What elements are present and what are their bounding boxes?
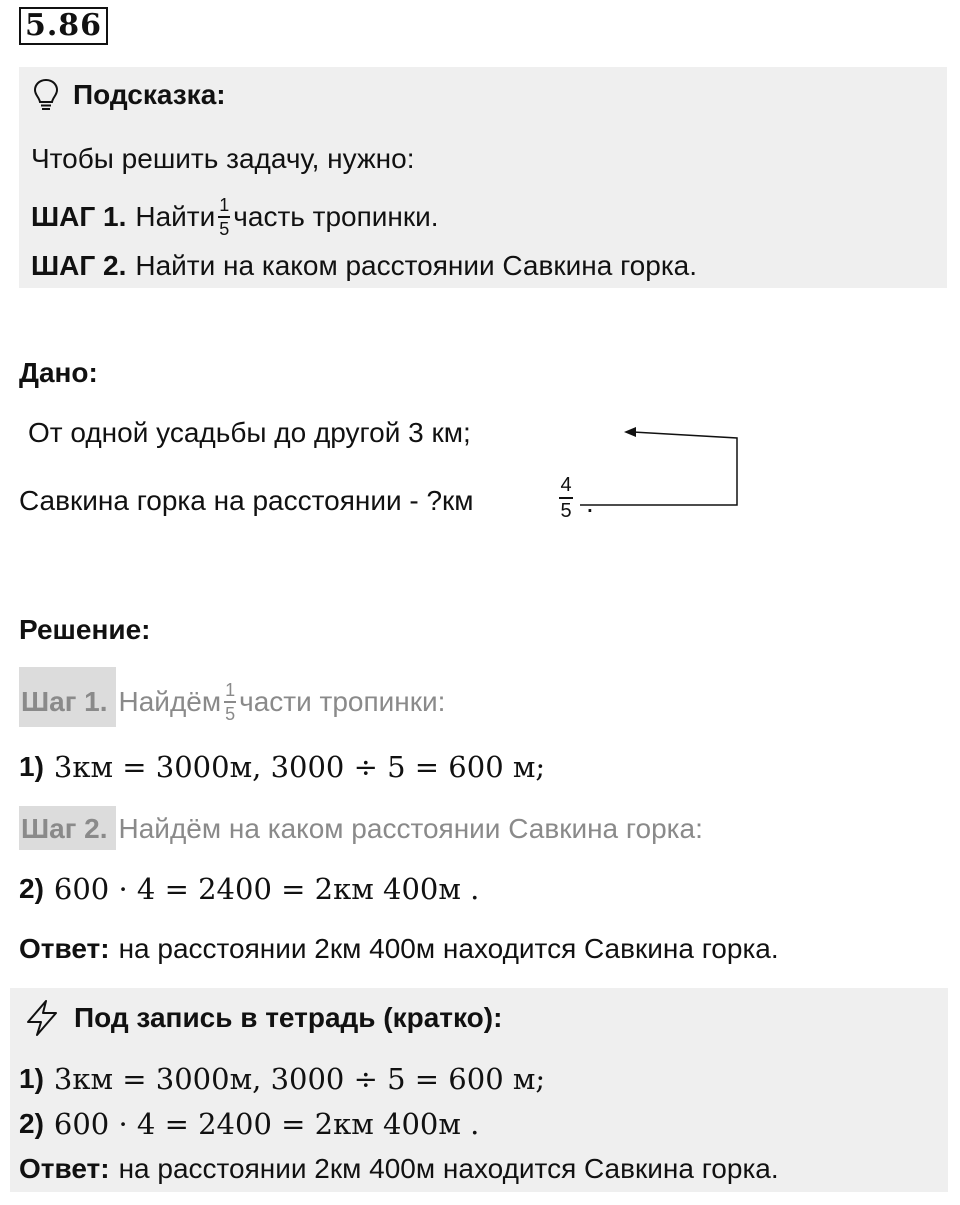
notebook-calc-2 xyxy=(19,1107,479,1141)
hint-panel xyxy=(19,67,947,288)
notebook-title: Под запись в тетрадь (кратко): xyxy=(74,1002,503,1033)
solution-calc-1 xyxy=(19,750,545,784)
notebook-answer xyxy=(19,1152,779,1186)
hint-step2-text: Найти на каком расстоянии Савкина горка. xyxy=(135,250,698,281)
hint-title: Подсказка: xyxy=(73,79,226,110)
solution-step1-pre: Найдём xyxy=(118,685,222,717)
fraction-denominator: 5 xyxy=(560,499,572,522)
hint-step1 xyxy=(31,195,439,239)
calc-label: 1) xyxy=(19,1063,44,1094)
solution-step1-label: Шаг 1. xyxy=(21,685,108,717)
fraction-denominator: 5 xyxy=(219,218,230,239)
calc-math: 3км = 3000м, 3000 ÷ 5 = 600 м; xyxy=(53,1062,546,1096)
fraction-bar xyxy=(218,216,230,218)
fraction-numerator: 1 xyxy=(219,195,230,215)
fraction-numerator: 4 xyxy=(560,474,572,496)
given-arrow xyxy=(560,420,750,520)
solution-title: Решение: xyxy=(19,614,151,645)
problem-number: 5.86 xyxy=(19,7,108,45)
solution-step1-post: части тропинки: xyxy=(239,685,446,717)
answer-label: Ответ: xyxy=(19,933,110,964)
hint-step1-fraction xyxy=(218,195,230,239)
solution-step1 xyxy=(21,680,445,724)
hint-step2-label: ШАГ 2. xyxy=(31,250,127,281)
answer-label: Ответ: xyxy=(19,1153,110,1184)
calc-math: 600 · 4 = 2400 = 2км 400м . xyxy=(53,872,480,906)
calc-math: 600 · 4 = 2400 = 2км 400м . xyxy=(53,1107,480,1141)
answer-text: на расстоянии 2км 400м находится Савкина горка. xyxy=(118,1153,779,1184)
solution-calc-2 xyxy=(19,872,479,906)
calc-label: 2) xyxy=(19,1108,44,1139)
solution-step2-text: Найдём на каком расстоянии Савкина горка: xyxy=(118,813,703,844)
answer-text: на расстоянии 2км 400м находится Савкина горка. xyxy=(118,933,779,964)
lightbulb-icon xyxy=(31,77,61,113)
hint-intro: Чтобы решить задачу, нужно: xyxy=(31,143,415,174)
notebook-header xyxy=(22,998,502,1038)
given-title: Дано: xyxy=(19,357,98,388)
calc-label: 1) xyxy=(19,751,44,782)
hint-step1-pre: Найти xyxy=(135,200,216,232)
hint-header xyxy=(31,77,226,113)
given-line-1: От одной усадьбы до другой 3 км; xyxy=(28,417,471,448)
arrow-head-icon xyxy=(624,427,636,437)
hint-step1-label: ШАГ 1. xyxy=(31,200,127,232)
lightning-icon xyxy=(22,998,62,1038)
notebook-calc-1 xyxy=(19,1062,545,1096)
given-line-2: Савкина горка на расстоянии - ?км xyxy=(19,485,474,516)
fraction-denominator: 5 xyxy=(225,703,236,724)
calc-math: 3км = 3000м, 3000 ÷ 5 = 600 м; xyxy=(53,750,546,784)
notebook-panel xyxy=(10,988,948,1192)
fraction-bar xyxy=(224,701,236,703)
fraction-numerator: 1 xyxy=(225,680,236,700)
solution-answer xyxy=(19,932,779,966)
hint-step2 xyxy=(31,249,697,283)
calc-label: 2) xyxy=(19,873,44,904)
given-dot: . xyxy=(586,487,594,518)
solution-step2 xyxy=(21,812,703,846)
solution-step1-fraction xyxy=(224,680,236,724)
solution-step2-label: Шаг 2. xyxy=(21,813,108,844)
hint-step1-post: часть тропинки. xyxy=(233,200,439,232)
